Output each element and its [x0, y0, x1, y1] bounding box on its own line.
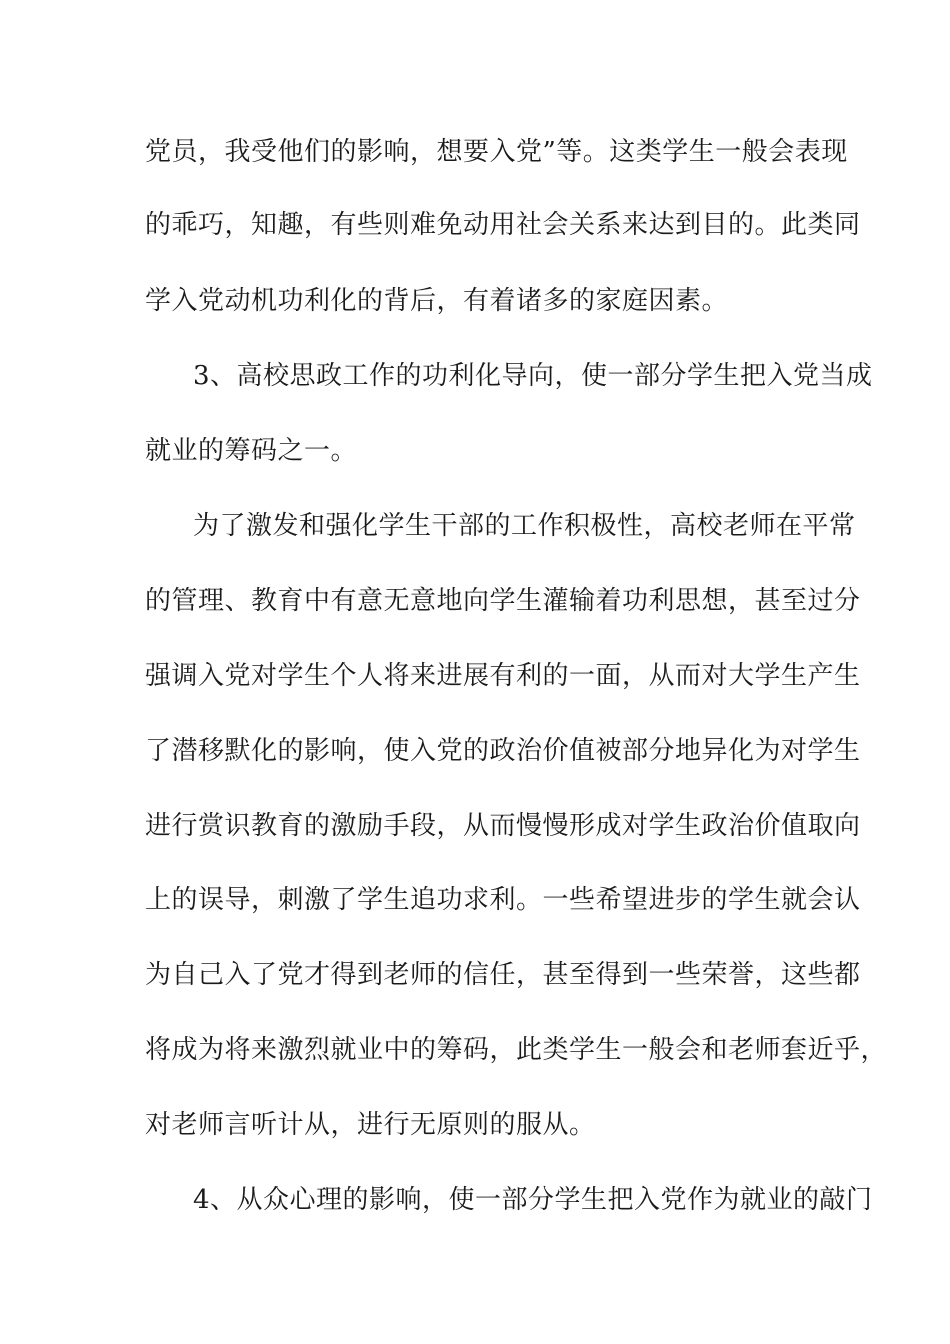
paragraph-start: 为了激发和强化学生干部的工作积极性，高校老师在平常	[193, 511, 856, 541]
text-line-13: 将成为将来激烈就业中的筹码，此类学生一般会和老师套近乎，	[145, 1035, 888, 1065]
text-line-1: 党员，我受他们的影响，想要入党”等。这类学生一般会表现	[145, 137, 848, 167]
section-heading-4: 4、从众心理的影响，使一部分学生把入党作为就业的敲门	[193, 1185, 873, 1215]
text-line-8: 强调入党对学生个人将来进展有利的一面，从而对大学生产生	[145, 661, 861, 691]
text-line-3: 学入党动机功利化的背后，有着诸多的家庭因素。	[145, 286, 729, 316]
text-line-5: 就业的筹码之一。	[145, 436, 358, 466]
text-line-2: 的乖巧，知趣，有些则难免动用社会关系来达到目的。此类同	[145, 210, 861, 240]
text-line-10: 进行赏识教育的激励手段，从而慢慢形成对学生政治价值取向	[145, 811, 861, 841]
text-line-9: 了潜移默化的影响，使入党的政治价值被部分地异化为对学生	[145, 736, 861, 766]
text-line-12: 为自己入了党才得到老师的信任，甚至得到一些荣誉，这些都	[145, 960, 861, 990]
text-line-11: 上的误导，刺激了学生追功求利。一些希望进步的学生就会认	[145, 885, 861, 915]
section-heading-3: 3、高校思政工作的功利化导向，使一部分学生把入党当成	[193, 361, 873, 391]
text-line-14: 对老师言听计从，进行无原则的服从。	[145, 1110, 596, 1140]
text-line-7: 的管理、教育中有意无意地向学生灌输着功利思想，甚至过分	[145, 586, 861, 616]
